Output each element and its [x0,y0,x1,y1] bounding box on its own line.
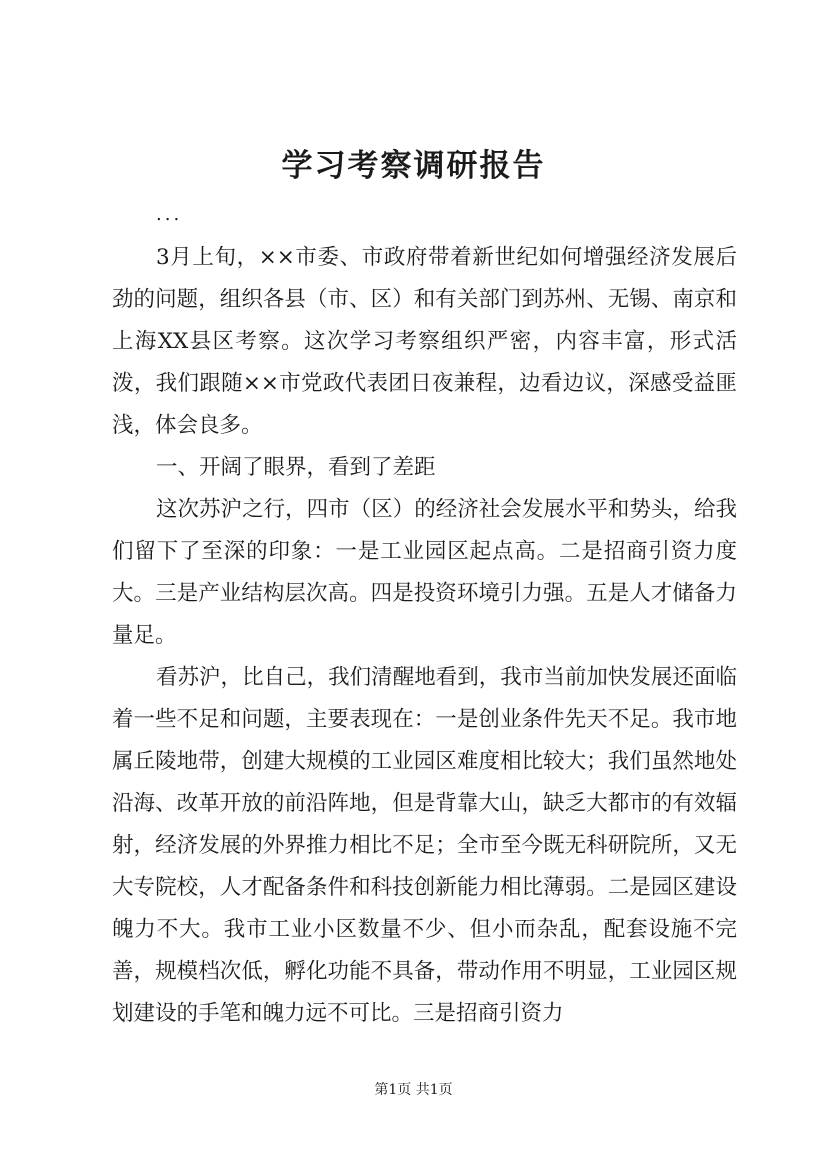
document-title: 学习考察调研报告 [281,148,546,184]
ellipsis-mark: ... [156,204,183,225]
paragraph-impressions: 这次苏沪之行，四市（区）的经济社会发展水平和势头，给我们留下了至深的印象：一是工业园区起点高。二是招商引资力度大。三是产业结构层次高。四是投资环境引力强。五是人才储备力量足。 [112,497,737,648]
page-footer: 第1页 共1页 [374,1082,453,1098]
document-body [112,237,737,1035]
section-heading-1: 一、开阔了眼界，看到了差距 [156,455,436,480]
paragraph-shortcomings: 看苏沪，比自己，我们清醒地看到，我市当前加快发展还面临着一些不足和问题，主要表现在：一是创业条件先天不足。我市地属丘陵地带，创建大规模的工业园区难度相比较大；我们虽然地处沿海、改革开放的前沿阵地，但是背靠大山，缺乏大都市的有效辐射，经济发展的外界推力相比不足；全市至今既无科研院所，又无大专院校，人才配备条件和科技创新能力相比薄弱。二是园区建设魄力不大。我市工业小区数量不少、但小而杂乱，配套设施不完善，规模档次低，孵化功能不具备，带动作用不明显，工业园区规划建设的手笔和魄力远不可比。三是招商引资力 [112,665,737,1026]
paragraph-intro: 3月上旬，××市委、市政府带着新世纪如何增强经济发展后劲的问题，组织各县（市、区）和有关部门到苏州、无锡、南京和上海XX县区考察。这次学习考察组织严密，内容丰富，形式活泼，我们跟随××市党政代表团日夜兼程，边看边议，深感受益匪浅，体会良多。 [112,245,737,438]
